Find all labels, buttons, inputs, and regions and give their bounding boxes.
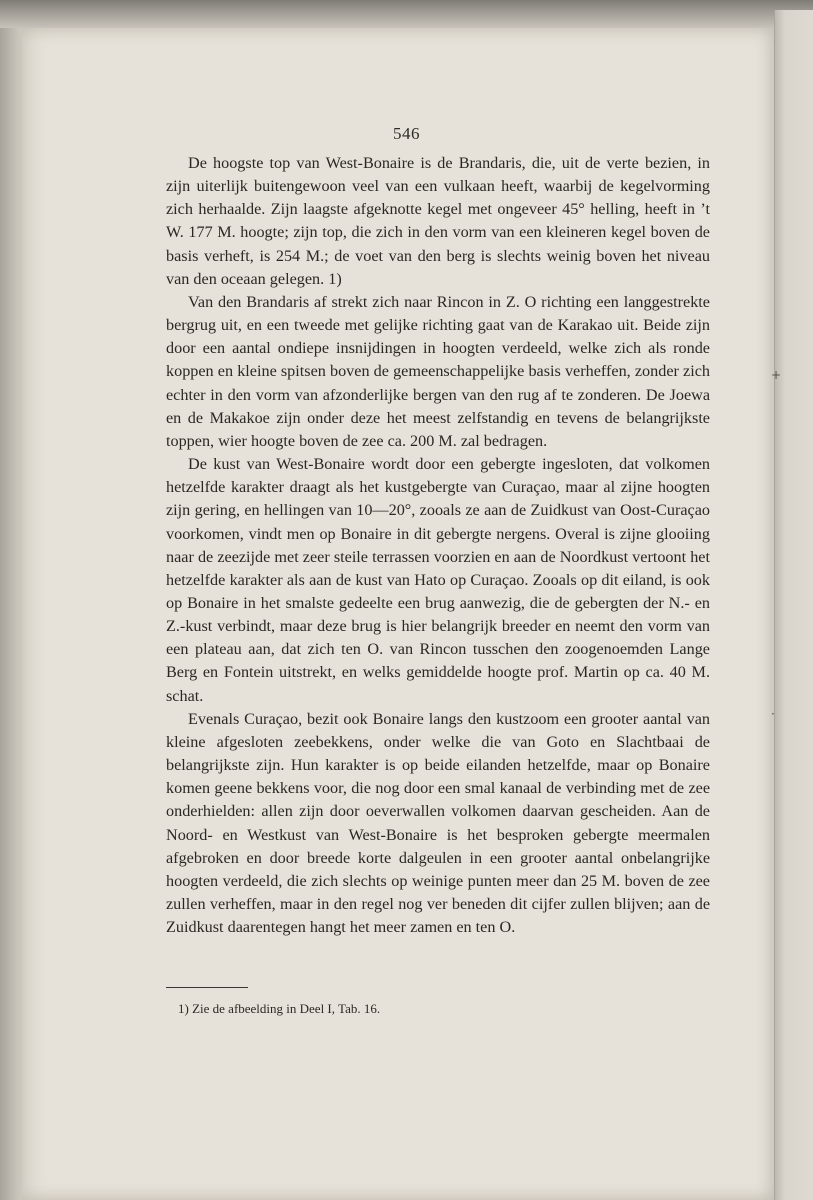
paragraph-bergrug: Van den Brandaris af strekt zich naar Rincon in Z. O richting een langgestrekte bergrug uit, en een tweede met gelijke richting gaat van de Karakao uit. Beide zijn door een aantal ondiepe insnijdingen in hoogten verdeeld, welke zich als ronde koppen en kleine spitsen boven de gemeenschappelijke basis verheffen, zonder zich echter in den vorm van afzonderlijke bergen van den rug af te zonderen. De Joewa en de Makakoe zijn onder deze het meest zelfstandig en tevens de belangrijkste toppen, wier hoogte boven de zee ca. 200 M. zal bedragen. bbox=[166, 292, 710, 450]
body-text bbox=[166, 152, 710, 939]
adjacent-page-edge bbox=[774, 10, 813, 1200]
footnote: 1) Zie de afbeelding in Deel I, Tab. 16. bbox=[178, 1001, 381, 1016]
page-number: 546 bbox=[393, 124, 420, 143]
paragraph-brandaris: De hoogste top van West-Bonaire is de Brandaris, die, uit de verte bezien, in zijn uiterlijk buitengewoon veel van een vulkaan heeft, waarbij de kegelvorming zich herhaalde. Zijn laagste afgeknotte kegel met ongeveer 45° helling, heeft in ’t W. 177 M. hoogte; zijn top, die zich in den vorm van een kleineren kegel boven de basis verheft, is 254 M.; de voet van den berg is slechts weinig boven het niveau van den oceaan gelegen. 1) bbox=[166, 154, 710, 288]
paragraph-zeebekkens: Evenals Curaçao, bezit ook Bonaire langs den kustzoom een grooter aantal van kleine afgesloten zeebekkens, onder welke die van Goto en Slachtbaai de belangrijkste zijn. Hun karakter is op beide eilanden hetzelfde, maar op Bonaire komen geene bekkens voor, die nog door een smal kanaal de verbinding met de zee onderhielden: allen zijn door oeverwallen volkomen daarvan gescheiden. Aan de Noord- en Westkust van West-Bonaire is het besproken gebergte meermalen afgebroken en door breede korte dalgeulen in een grooter aantal onbelangrijke hoogten verdeeld, die zich slechts op weinige punten meer dan 25 M. boven de zee zullen verheffen, maar in den regel nog ver beneden dit cijfer zullen blijven; aan de Zuidkust daarentegen hangt het meer zamen en ten O. bbox=[166, 709, 710, 937]
margin-cross-mark: + bbox=[771, 368, 782, 382]
margin-speck-mark: · bbox=[771, 707, 775, 721]
footnote-divider bbox=[166, 987, 248, 988]
page-top-edge bbox=[0, 0, 813, 28]
paragraph-kustgebergte: De kust van West-Bonaire wordt door een gebergte ingesloten, dat volkomen hetzelfde karakter draagt als het kustgebergte van Curaçao, maar al zijne hoogten zijn gering, en hellingen van 10—20°, zooals ze aan de Zuidkust van Oost-Curaçao voorkomen, vindt men op Bonaire in dit gebergte nergens. Overal is zijne glooiing naar de zeezijde met zeer steile terrassen voorzien en aan de Noordkust vertoont het hetzelfde karakter als aan de kust van Hato op Curaçao. Zooals op dit eiland, is ook op Bonaire in het smalste gedeelte een brug aanwezig, die de gebergten der N.- en Z.-kust verbindt, maar deze brug is hier belangrijk breeder en neemt den vorm van een plateau aan, dat zich ten O. van Rincon tusschen den zoogenoemden Lange Berg en Fontein uitstrekt, en welks gemiddelde hoogte prof. Martin op ca. 40 M. schat. bbox=[166, 455, 710, 705]
